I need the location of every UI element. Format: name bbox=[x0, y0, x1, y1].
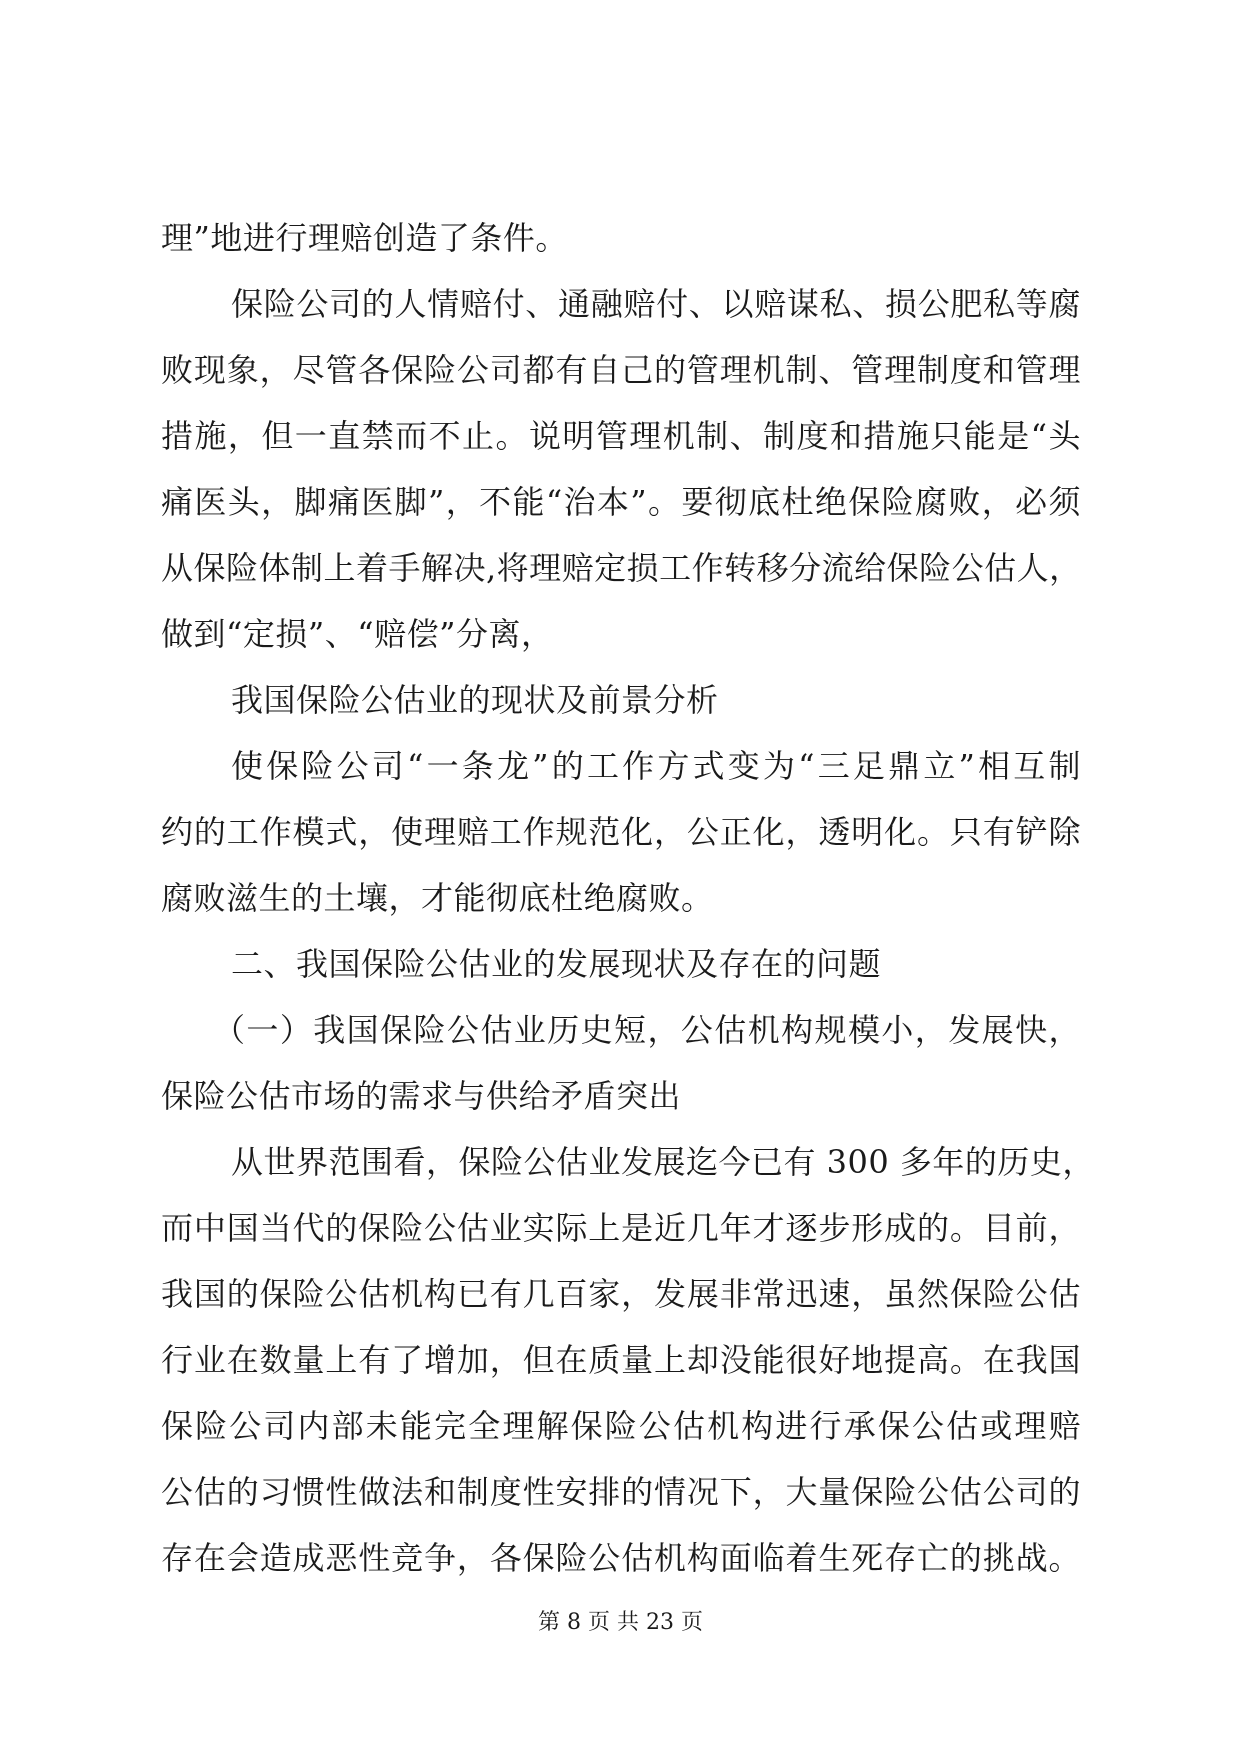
text-line: 从保险体制上着手解决,将理赔定损工作转移分流给保险公估人， bbox=[161, 549, 1082, 587]
section-heading: 二、我国保险公估业的发展现状及存在的问题 bbox=[231, 945, 882, 983]
text-line: 做到“定损”、“赔偿”分离， bbox=[161, 615, 554, 653]
subsection-heading-continued: 保险公估市场的需求与供给矛盾突出 bbox=[161, 1077, 682, 1115]
text-line: 理”地进行理赔创造了条件。 bbox=[161, 219, 568, 257]
text-line: 保险公司的人情赔付、通融赔付、以赔谋私、损公肥私等腐 bbox=[231, 285, 1081, 323]
text-line: 行业在数量上有了增加，但在质量上却没能很好地提高。在我国 bbox=[161, 1341, 1081, 1379]
page-number: 第 8 页 共 23 页 bbox=[538, 1610, 703, 1635]
text-line: 存在会造成恶性竞争，各保险公估机构面临着生死存亡的挑战。 bbox=[161, 1539, 1081, 1577]
text-line: 我国的保险公估机构已有几百家，发展非常迅速，虽然保险公估 bbox=[161, 1275, 1081, 1313]
text-line: 而中国当代的保险公估业实际上是近几年才逐步形成的。目前， bbox=[161, 1209, 1081, 1247]
text-line: 措施，但一直禁而不止。说明管理机制、制度和措施只能是“头 bbox=[161, 417, 1081, 455]
page-footer bbox=[0, 1605, 1241, 1636]
text-line: 约的工作模式，使理赔工作规范化，公正化，透明化。只有铲除 bbox=[161, 813, 1081, 851]
text-line: 公估的习惯性做法和制度性安排的情况下，大量保险公估公司的 bbox=[161, 1473, 1081, 1511]
text-line: 败现象，尽管各保险公司都有自己的管理机制、管理制度和管理 bbox=[161, 351, 1081, 389]
text-line: 从世界范围看，保险公估业发展迄今已有 300 多年的历史， bbox=[231, 1143, 1095, 1181]
text-line: 腐败滋生的土壤，才能彻底杜绝腐败。 bbox=[161, 879, 714, 917]
document-body bbox=[161, 205, 1095, 1591]
text-line: 使保险公司“一条龙”的工作方式变为“三足鼎立”相互制 bbox=[231, 747, 1081, 785]
text-line: 我国保险公估业的现状及前景分析 bbox=[231, 681, 719, 719]
text-line: 保险公司内部未能完全理解保险公估机构进行承保公估或理赔 bbox=[161, 1407, 1081, 1445]
text-line: 痛医头，脚痛医脚”，不能“治本”。要彻底杜绝保险腐败，必须 bbox=[161, 483, 1081, 521]
subsection-heading: （一）我国保险公估业历史短，公估机构规模小，发展快， bbox=[213, 1011, 1081, 1049]
